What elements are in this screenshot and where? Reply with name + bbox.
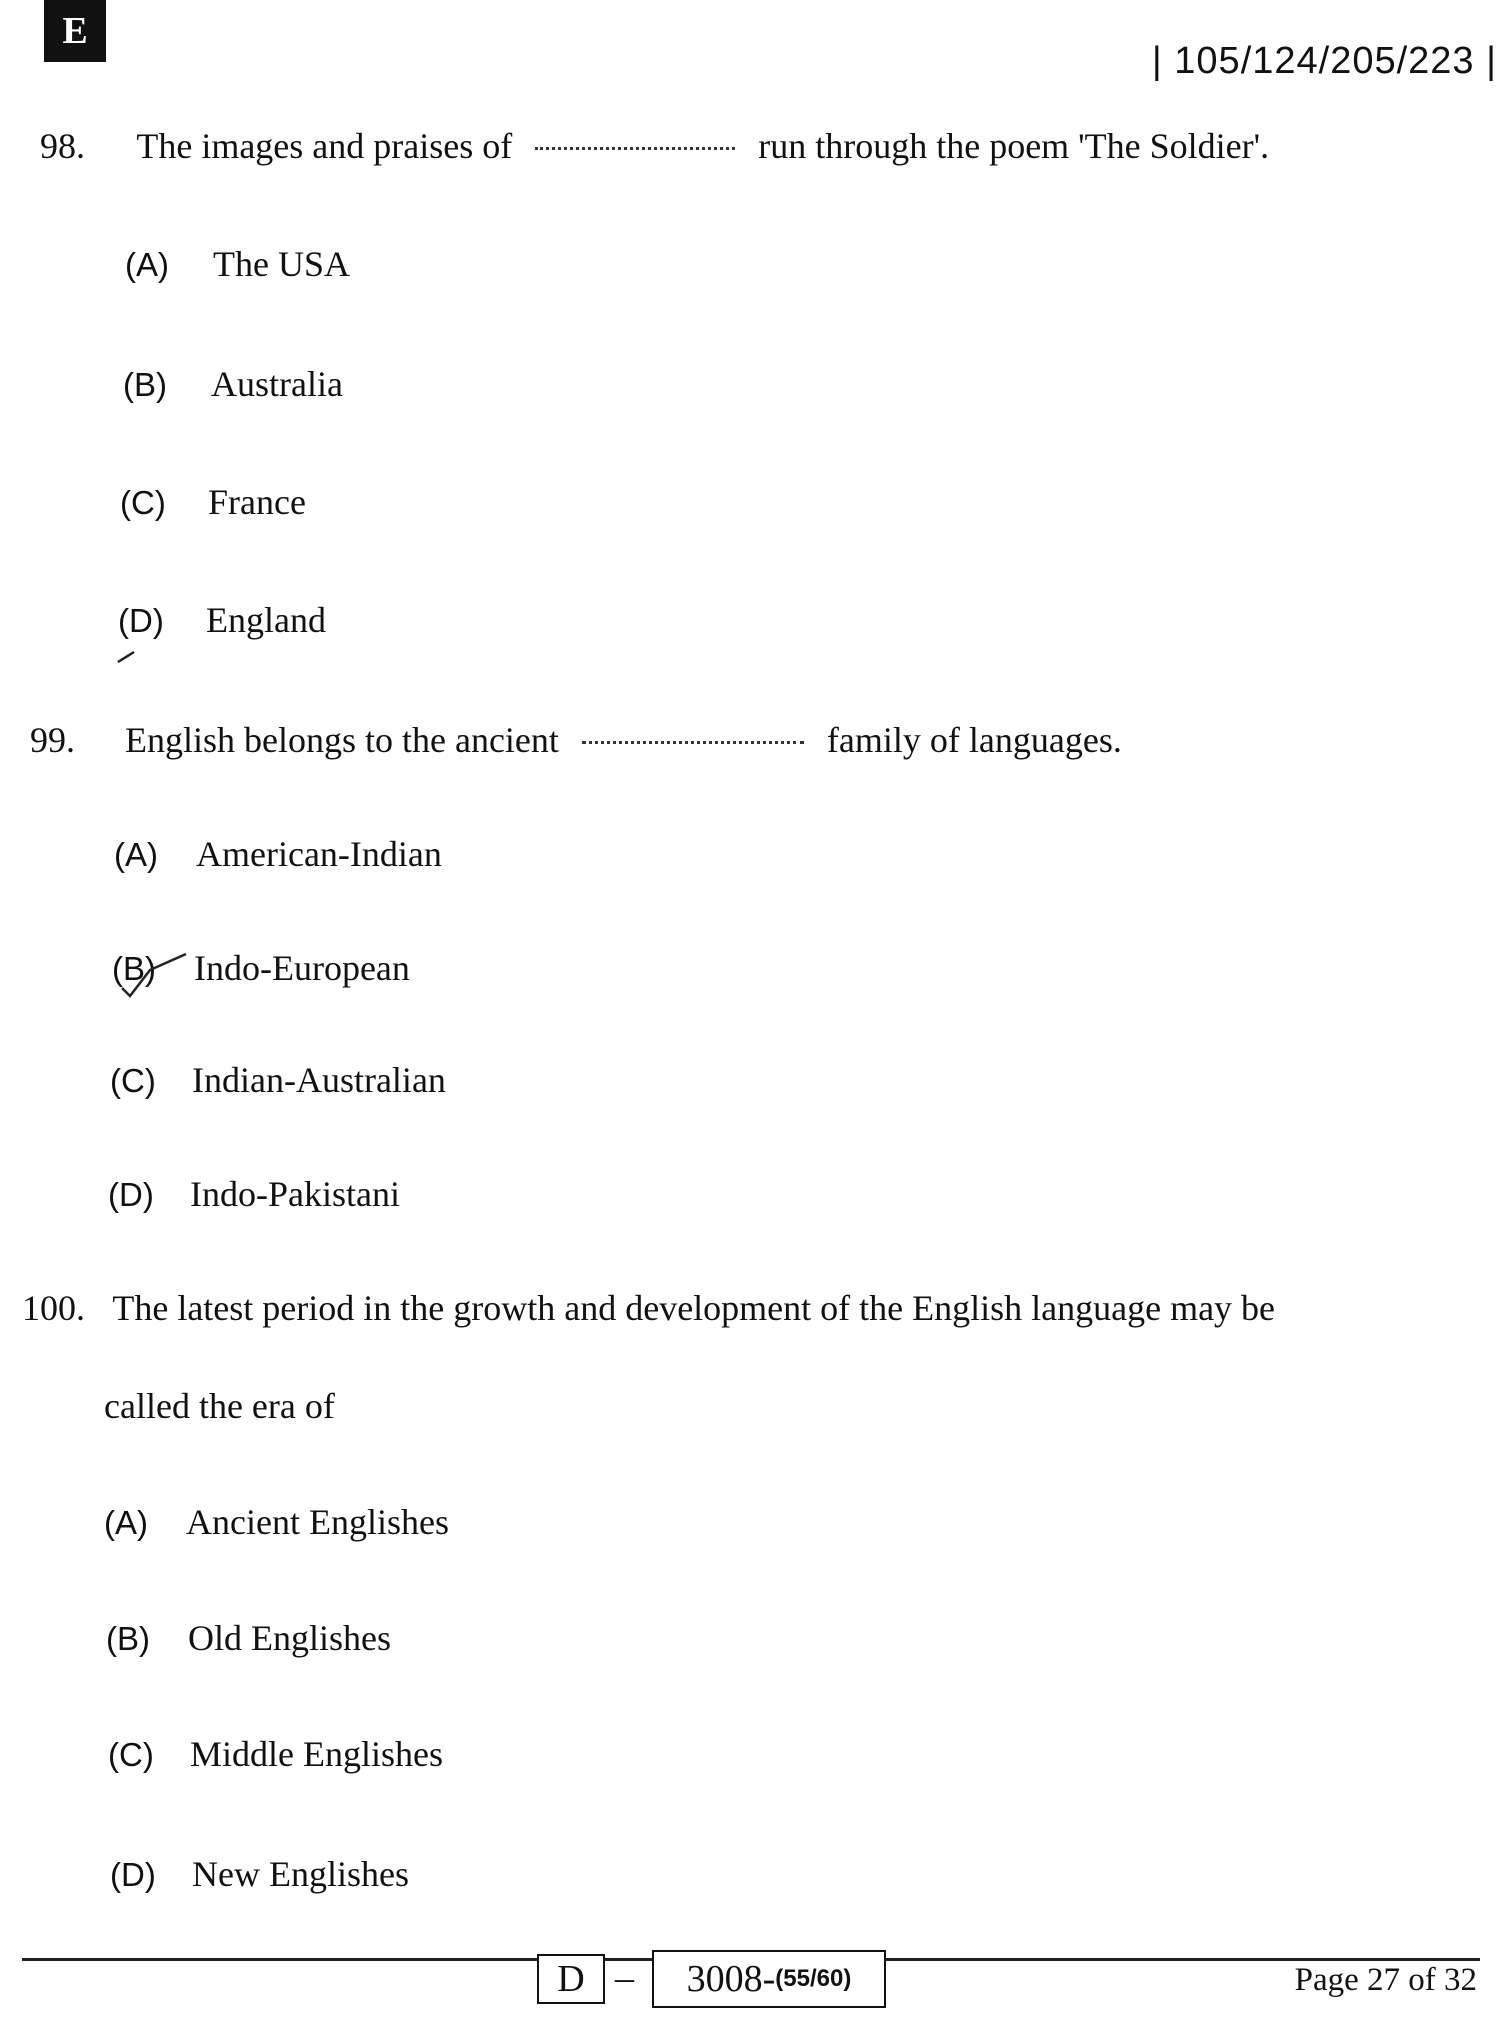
question-text: family of languages.: [826, 720, 1122, 760]
section-badge: E: [44, 0, 106, 62]
question-number: 100.: [22, 1288, 85, 1328]
option-text: Old Englishes: [188, 1618, 391, 1658]
option-letter: (B): [106, 1620, 150, 1657]
question-number: 98.: [40, 126, 85, 166]
option-letter: (C): [108, 1736, 154, 1773]
option-text: The USA: [213, 244, 350, 284]
footer-dash: –: [615, 1957, 634, 1999]
option-text: Middle Englishes: [190, 1734, 443, 1774]
option-letter: (C): [110, 1062, 156, 1099]
tick-mark-icon: [116, 948, 196, 1000]
option-text: Australia: [211, 364, 343, 404]
question-text: run through the poem 'The Soldier'.: [758, 126, 1270, 166]
option-100-c: [108, 1736, 443, 1772]
booklet-code: 3008-: [686, 1958, 776, 2000]
page-footer: [0, 1954, 1505, 2014]
option-100-a: [104, 1504, 449, 1540]
question-text: The latest period in the growth and development of the English language may be: [112, 1288, 1276, 1328]
option-text: England: [206, 600, 326, 640]
option-letter: (D): [118, 602, 164, 639]
option-letter: (A): [114, 836, 158, 873]
question-text: English belongs to the ancient: [125, 720, 559, 760]
option-letter: (C): [120, 484, 166, 521]
option-text: Indo-European: [194, 948, 410, 988]
option-99-a: [114, 836, 442, 872]
option-letter: (A): [104, 1504, 148, 1541]
option-100-d: [110, 1856, 409, 1892]
pen-mark-icon: [114, 636, 174, 676]
option-100-b: [106, 1620, 391, 1656]
question-100-continued: [104, 1388, 335, 1424]
option-99-c: [110, 1062, 446, 1098]
paper-code: | 105/124/205/223 |: [1151, 40, 1497, 82]
question-98: [40, 128, 1269, 164]
option-letter: (D): [110, 1856, 156, 1893]
option-letter: (A): [125, 246, 169, 283]
option-text: American-Indian: [196, 834, 442, 874]
option-text: France: [208, 482, 306, 522]
option-letter: (D): [108, 1176, 154, 1213]
booklet-sub-code: (55/60): [775, 1965, 852, 1992]
option-letter: (B): [123, 366, 167, 403]
fill-in-blank: [535, 147, 735, 150]
option-98-a: [125, 246, 350, 282]
question-99: [30, 722, 1122, 758]
option-text: Ancient Englishes: [186, 1502, 449, 1542]
option-text: Indian-Australian: [192, 1060, 446, 1100]
series-box: D: [537, 1954, 605, 2004]
option-98-c: [120, 484, 306, 520]
question-text: called the era of: [104, 1386, 335, 1426]
question-100: [22, 1290, 1275, 1326]
option-98-d: [118, 602, 326, 638]
fill-in-blank: [582, 741, 804, 744]
option-98-b: [123, 366, 343, 402]
booklet-code-box: [652, 1950, 886, 2008]
option-letter: (B): [112, 950, 156, 987]
question-text: The images and praises of: [136, 126, 513, 166]
option-99-d: [108, 1176, 400, 1212]
question-number: 99.: [30, 720, 75, 760]
option-text: Indo-Pakistani: [190, 1174, 400, 1214]
page-number: Page 27 of 32: [1294, 1962, 1477, 1998]
option-text: New Englishes: [192, 1854, 409, 1894]
